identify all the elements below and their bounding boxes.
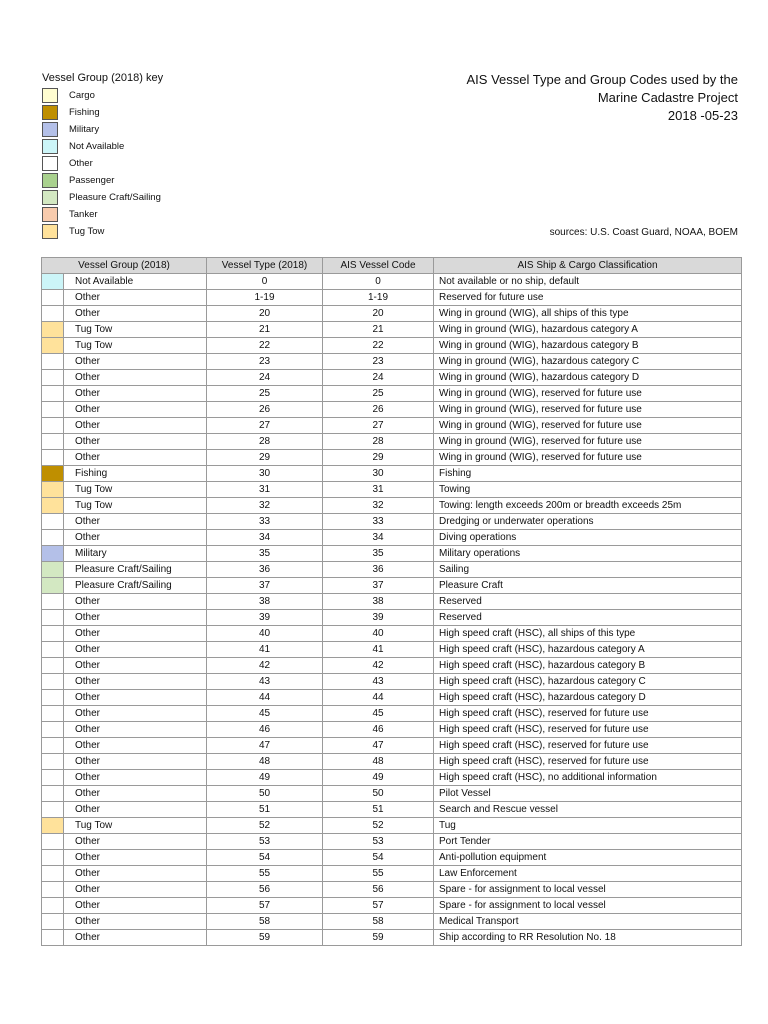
legend-item [42,138,163,155]
vessel-type-cell: 35 [207,546,323,562]
group-color-cell [42,786,64,802]
legend-items [42,87,163,240]
vessel-type-cell: 38 [207,594,323,610]
vessel-type-cell: 44 [207,690,323,706]
ais-code-cell: 42 [323,658,434,674]
ais-code-cell: 52 [323,818,434,834]
legend-color-swatch [42,190,58,205]
ais-code-cell: 49 [323,770,434,786]
vessel-type-cell: 59 [207,930,323,946]
ais-code-cell: 22 [323,338,434,354]
legend-color-swatch [42,156,58,171]
group-color-cell [42,482,64,498]
group-color-cell [42,770,64,786]
table-row [42,306,742,322]
legend-item [42,223,163,240]
vessel-type-cell: 23 [207,354,323,370]
classification-cell: Anti-pollution equipment [434,850,742,866]
ais-code-cell: 28 [323,434,434,450]
table-row [42,482,742,498]
classification-cell: High speed craft (HSC), hazardous category A [434,642,742,658]
classification-cell: Wing in ground (WIG), hazardous category C [434,354,742,370]
ais-code-cell: 41 [323,642,434,658]
ais-code-cell: 54 [323,850,434,866]
table-row [42,850,742,866]
group-color-cell [42,674,64,690]
classification-cell: Towing: length exceeds 200m or breadth exceeds 25m [434,498,742,514]
vessel-type-cell: 26 [207,402,323,418]
ais-code-cell: 57 [323,898,434,914]
vessel-group-cell: Other [64,626,207,642]
vessel-group-cell: Other [64,450,207,466]
vessel-group-cell: Other [64,386,207,402]
column-header-vessel-group: Vessel Group (2018) [42,258,207,274]
group-color-cell [42,658,64,674]
classification-cell: Spare - for assignment to local vessel [434,882,742,898]
table-row [42,450,742,466]
vessel-group-cell: Other [64,850,207,866]
ais-code-cell: 39 [323,610,434,626]
vessel-type-cell: 24 [207,370,323,386]
vessel-group-cell: Other [64,882,207,898]
ais-code-cell: 33 [323,514,434,530]
table-row [42,690,742,706]
group-color-cell [42,722,64,738]
vessel-group-cell: Other [64,530,207,546]
classification-cell: Ship according to RR Resolution No. 18 [434,930,742,946]
vessel-group-cell: Tug Tow [64,498,207,514]
classification-cell: Reserved for future use [434,290,742,306]
vessel-type-cell: 40 [207,626,323,642]
legend-item-label: Not Available [69,141,125,152]
ais-code-cell: 25 [323,386,434,402]
table-row [42,642,742,658]
table-row [42,610,742,626]
classification-cell: High speed craft (HSC), hazardous category C [434,674,742,690]
legend-item-label: Military [69,124,100,135]
vessel-type-cell: 54 [207,850,323,866]
vessel-type-cell: 49 [207,770,323,786]
vessel-group-cell: Other [64,306,207,322]
group-color-cell [42,706,64,722]
vessel-group-cell: Other [64,514,207,530]
group-color-cell [42,818,64,834]
legend-color-swatch [42,173,58,188]
vessel-type-cell: 39 [207,610,323,626]
vessel-group-cell: Other [64,898,207,914]
group-color-cell [42,690,64,706]
legend-title: Vessel Group (2018) key [42,72,164,84]
vessel-type-cell: 0 [207,274,323,290]
legend-color-swatch [42,88,58,103]
group-color-cell [42,274,64,290]
classification-cell: Towing [434,482,742,498]
vessel-group-cell: Not Available [64,274,207,290]
vessel-group-cell: Other [64,594,207,610]
document-title-line-2: Marine Cadastre Project [597,90,738,105]
vessel-type-cell: 21 [207,322,323,338]
vessel-type-cell: 50 [207,786,323,802]
vessel-group-cell: Pleasure Craft/Sailing [64,562,207,578]
classification-cell: Wing in ground (WIG), reserved for future use [434,450,742,466]
table-row [42,530,742,546]
vessel-type-cell: 31 [207,482,323,498]
vessel-type-cell: 20 [207,306,323,322]
legend-color-swatch [42,207,58,222]
group-color-cell [42,514,64,530]
table-row [42,770,742,786]
vessel-type-cell: 57 [207,898,323,914]
classification-cell: Wing in ground (WIG), reserved for future use [434,418,742,434]
ais-code-cell: 37 [323,578,434,594]
group-color-cell [42,450,64,466]
vessel-group-cell: Other [64,722,207,738]
vessel-group-cell: Other [64,658,207,674]
legend-item [42,172,163,189]
group-color-cell [42,914,64,930]
table-row [42,322,742,338]
vessel-group-cell: Other [64,370,207,386]
vessel-codes-table [41,257,742,946]
table-row [42,434,742,450]
table-row [42,866,742,882]
classification-cell: Wing in ground (WIG), reserved for future use [434,434,742,450]
vessel-type-cell: 22 [207,338,323,354]
legend-item [42,155,163,172]
classification-cell: High speed craft (HSC), reserved for future use [434,722,742,738]
classification-cell: Medical Transport [434,914,742,930]
vessel-group-cell: Other [64,754,207,770]
table-row [42,466,742,482]
vessel-group-cell: Other [64,786,207,802]
group-color-cell [42,930,64,946]
ais-code-cell: 44 [323,690,434,706]
vessel-group-cell: Other [64,354,207,370]
legend-color-swatch [42,105,58,120]
ais-code-cell: 34 [323,530,434,546]
vessel-group-cell: Other [64,738,207,754]
vessel-type-cell: 25 [207,386,323,402]
table-row [42,786,742,802]
table-row [42,338,742,354]
legend-color-swatch [42,224,58,239]
sources-note: sources: U.S. Coast Guard, NOAA, BOEM [549,227,738,238]
vessel-type-cell: 58 [207,914,323,930]
classification-cell: Military operations [434,546,742,562]
document-date: 2018 -05-23 [667,108,738,123]
group-color-cell [42,434,64,450]
table-row [42,370,742,386]
vessel-type-cell: 1-19 [207,290,323,306]
vessel-group-cell: Other [64,610,207,626]
table-row [42,898,742,914]
classification-cell: High speed craft (HSC), no additional information [434,770,742,786]
ais-code-cell: 27 [323,418,434,434]
table-row [42,514,742,530]
ais-code-cell: 35 [323,546,434,562]
table-row [42,498,742,514]
table-row [42,562,742,578]
table-header-row [42,258,742,274]
classification-cell: Pleasure Craft [434,578,742,594]
group-color-cell [42,802,64,818]
legend-item-label: Tanker [69,209,98,220]
ais-code-cell: 40 [323,626,434,642]
ais-code-cell: 20 [323,306,434,322]
group-color-cell [42,402,64,418]
ais-code-cell: 53 [323,834,434,850]
legend-item [42,206,163,223]
column-header-classification: AIS Ship & Cargo Classification [434,258,742,274]
vessel-type-cell: 47 [207,738,323,754]
table-row [42,914,742,930]
table-row [42,818,742,834]
table-row [42,290,742,306]
column-header-ais-code: AIS Vessel Code [323,258,434,274]
table-row [42,354,742,370]
group-color-cell [42,338,64,354]
group-color-cell [42,594,64,610]
table-row [42,626,742,642]
table-row [42,754,742,770]
table-row [42,882,742,898]
ais-code-cell: 48 [323,754,434,770]
legend-item [42,87,163,104]
vessel-group-cell: Tug Tow [64,818,207,834]
vessel-type-cell: 43 [207,674,323,690]
vessel-group-cell: Other [64,930,207,946]
group-color-cell [42,386,64,402]
vessel-type-cell: 41 [207,642,323,658]
classification-cell: Wing in ground (WIG), hazardous category A [434,322,742,338]
group-color-cell [42,866,64,882]
group-color-cell [42,898,64,914]
classification-cell: Wing in ground (WIG), hazardous category D [434,370,742,386]
group-color-cell [42,530,64,546]
group-color-cell [42,322,64,338]
vessel-type-cell: 33 [207,514,323,530]
vessel-group-legend [42,72,163,240]
ais-code-cell: 46 [323,722,434,738]
vessel-group-cell: Other [64,402,207,418]
group-color-cell [42,354,64,370]
legend-item-label: Pleasure Craft/Sailing [69,192,161,203]
ais-code-cell: 47 [323,738,434,754]
table-row [42,546,742,562]
ais-code-cell: 58 [323,914,434,930]
ais-code-cell: 21 [323,322,434,338]
classification-cell: Reserved [434,594,742,610]
vessel-group-cell: Other [64,674,207,690]
group-color-cell [42,850,64,866]
legend-item-label: Tug Tow [69,226,105,237]
vessel-type-cell: 29 [207,450,323,466]
vessel-type-cell: 56 [207,882,323,898]
vessel-group-cell: Fishing [64,466,207,482]
table-row [42,674,742,690]
table-row [42,274,742,290]
vessel-group-cell: Tug Tow [64,322,207,338]
classification-cell: Wing in ground (WIG), reserved for future use [434,402,742,418]
table-row [42,386,742,402]
classification-cell: Fishing [434,466,742,482]
document-title-block [467,71,739,125]
legend-item-label: Cargo [69,90,95,101]
ais-code-cell: 23 [323,354,434,370]
vessel-group-cell: Other [64,418,207,434]
group-color-cell [42,834,64,850]
vessel-type-cell: 30 [207,466,323,482]
ais-code-cell: 43 [323,674,434,690]
vessel-group-cell: Other [64,290,207,306]
group-color-cell [42,370,64,386]
group-color-cell [42,466,64,482]
group-color-cell [42,418,64,434]
vessel-type-cell: 55 [207,866,323,882]
ais-code-cell: 26 [323,402,434,418]
vessel-group-cell: Other [64,802,207,818]
ais-code-cell: 30 [323,466,434,482]
vessel-type-cell: 48 [207,754,323,770]
classification-cell: Wing in ground (WIG), all ships of this type [434,306,742,322]
legend-item-label: Other [69,158,93,169]
vessel-type-cell: 53 [207,834,323,850]
table-row [42,722,742,738]
ais-code-cell: 32 [323,498,434,514]
vessel-type-cell: 52 [207,818,323,834]
vessel-type-cell: 46 [207,722,323,738]
classification-cell: Wing in ground (WIG), reserved for future use [434,386,742,402]
ais-code-cell: 50 [323,786,434,802]
group-color-cell [42,610,64,626]
vessel-type-cell: 27 [207,418,323,434]
table-row [42,930,742,946]
ais-code-cell: 38 [323,594,434,610]
vessel-type-cell: 45 [207,706,323,722]
ais-code-cell: 24 [323,370,434,386]
vessel-group-cell: Other [64,690,207,706]
ais-code-cell: 0 [323,274,434,290]
classification-cell: High speed craft (HSC), reserved for future use [434,754,742,770]
vessel-group-cell: Other [64,642,207,658]
classification-cell: High speed craft (HSC), reserved for future use [434,706,742,722]
legend-item [42,104,163,121]
table-row [42,594,742,610]
vessel-type-cell: 51 [207,802,323,818]
vessel-type-cell: 42 [207,658,323,674]
classification-cell: Law Enforcement [434,866,742,882]
vessel-group-cell: Other [64,434,207,450]
vessel-group-cell: Other [64,914,207,930]
classification-cell: Dredging or underwater operations [434,514,742,530]
vessel-type-cell: 28 [207,434,323,450]
vessel-group-cell: Other [64,770,207,786]
ais-code-cell: 36 [323,562,434,578]
ais-code-cell: 1-19 [323,290,434,306]
classification-cell: Spare - for assignment to local vessel [434,898,742,914]
table-row [42,706,742,722]
legend-item [42,121,163,138]
table-row [42,658,742,674]
group-color-cell [42,738,64,754]
group-color-cell [42,546,64,562]
ais-code-cell: 56 [323,882,434,898]
ais-code-cell: 29 [323,450,434,466]
classification-cell: High speed craft (HSC), hazardous category D [434,690,742,706]
ais-code-cell: 55 [323,866,434,882]
classification-cell: Reserved [434,610,742,626]
table-row [42,738,742,754]
vessel-group-cell: Other [64,834,207,850]
ais-code-cell: 59 [323,930,434,946]
table-body [42,274,742,946]
legend-item [42,189,163,206]
group-color-cell [42,306,64,322]
vessel-type-cell: 37 [207,578,323,594]
group-color-cell [42,626,64,642]
ais-code-cell: 51 [323,802,434,818]
classification-cell: Not available or no ship, default [434,274,742,290]
vessel-group-cell: Pleasure Craft/Sailing [64,578,207,594]
group-color-cell [42,754,64,770]
classification-cell: Sailing [434,562,742,578]
classification-cell: High speed craft (HSC), hazardous category B [434,658,742,674]
classification-cell: Port Tender [434,834,742,850]
classification-cell: High speed craft (HSC), reserved for future use [434,738,742,754]
vessel-group-cell: Tug Tow [64,338,207,354]
vessel-type-cell: 36 [207,562,323,578]
group-color-cell [42,642,64,658]
vessel-group-cell: Other [64,866,207,882]
document-title-line-1: AIS Vessel Type and Group Codes used by the [466,72,738,87]
vessel-group-cell: Tug Tow [64,482,207,498]
group-color-cell [42,562,64,578]
classification-cell: Tug [434,818,742,834]
table-row [42,578,742,594]
vessel-group-cell: Other [64,706,207,722]
classification-cell: Search and Rescue vessel [434,802,742,818]
legend-color-swatch [42,122,58,137]
classification-cell: Pilot Vessel [434,786,742,802]
group-color-cell [42,498,64,514]
legend-item-label: Passenger [69,175,115,186]
table-row [42,418,742,434]
group-color-cell [42,578,64,594]
legend-color-swatch [42,139,58,154]
classification-cell: Diving operations [434,530,742,546]
legend-item-label: Fishing [69,107,100,118]
table-row [42,834,742,850]
column-header-vessel-type: Vessel Type (2018) [207,258,323,274]
group-color-cell [42,290,64,306]
group-color-cell [42,882,64,898]
classification-cell: Wing in ground (WIG), hazardous category B [434,338,742,354]
vessel-type-cell: 34 [207,530,323,546]
classification-cell: High speed craft (HSC), all ships of this type [434,626,742,642]
vessel-type-cell: 32 [207,498,323,514]
table-row [42,802,742,818]
table-row [42,402,742,418]
ais-code-cell: 45 [323,706,434,722]
ais-code-cell: 31 [323,482,434,498]
vessel-group-cell: Military [64,546,207,562]
